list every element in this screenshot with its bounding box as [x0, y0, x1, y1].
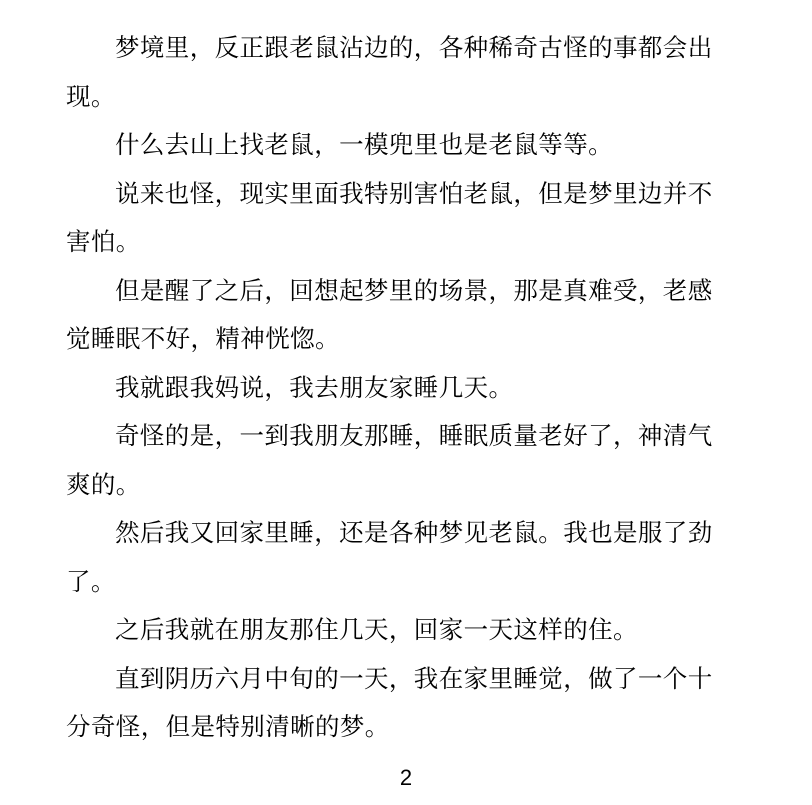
paragraph: [66, 267, 746, 364]
paragraph: [66, 655, 746, 752]
body-text: [66, 24, 746, 752]
page-number: 2: [399, 765, 413, 790]
paragraph: [66, 121, 746, 170]
paragraph: [66, 364, 746, 413]
text-line: 觉睡眠不好，精神恍惚。: [66, 324, 340, 353]
text-line: 现。: [66, 81, 116, 111]
text-line: 直到阴历六月中旬的一天，我在家里睡觉，做了一个十: [115, 663, 713, 693]
text-line: 爽的。: [66, 469, 141, 499]
text-line: 分奇怪，但是特别清晰的梦。: [66, 712, 390, 741]
text-line: 什么去山上找老鼠，一模兜里也是老鼠等等。: [115, 130, 613, 159]
text-line: 然后我又回家里睡，还是各种梦见老鼠。我也是服了劲: [115, 518, 713, 547]
paragraph: [66, 509, 746, 606]
paragraph: [66, 24, 746, 121]
text-line: 奇怪的是，一到我朋友那睡，睡眠质量老好了，神清气: [115, 421, 713, 450]
text-line: 梦境里，反正跟老鼠沾边的，各种稀奇古怪的事都会出: [115, 33, 713, 62]
text-line: 说来也怪，现实里面我特别害怕老鼠，但是梦里边并不: [115, 178, 713, 208]
text-line: 了。: [66, 566, 116, 596]
text-line: 我就跟我妈说，我去朋友家睡几天。: [115, 372, 514, 402]
paragraph: [66, 412, 746, 509]
text-line: 之后我就在朋友那住几天，回家一天这样的住。: [115, 615, 638, 644]
text-line: 害怕。: [66, 227, 141, 256]
text-line: 但是醒了之后，回想起梦里的场景，那是真难受，老感: [115, 275, 713, 305]
paragraph: [66, 170, 746, 267]
paragraph: [66, 606, 746, 655]
